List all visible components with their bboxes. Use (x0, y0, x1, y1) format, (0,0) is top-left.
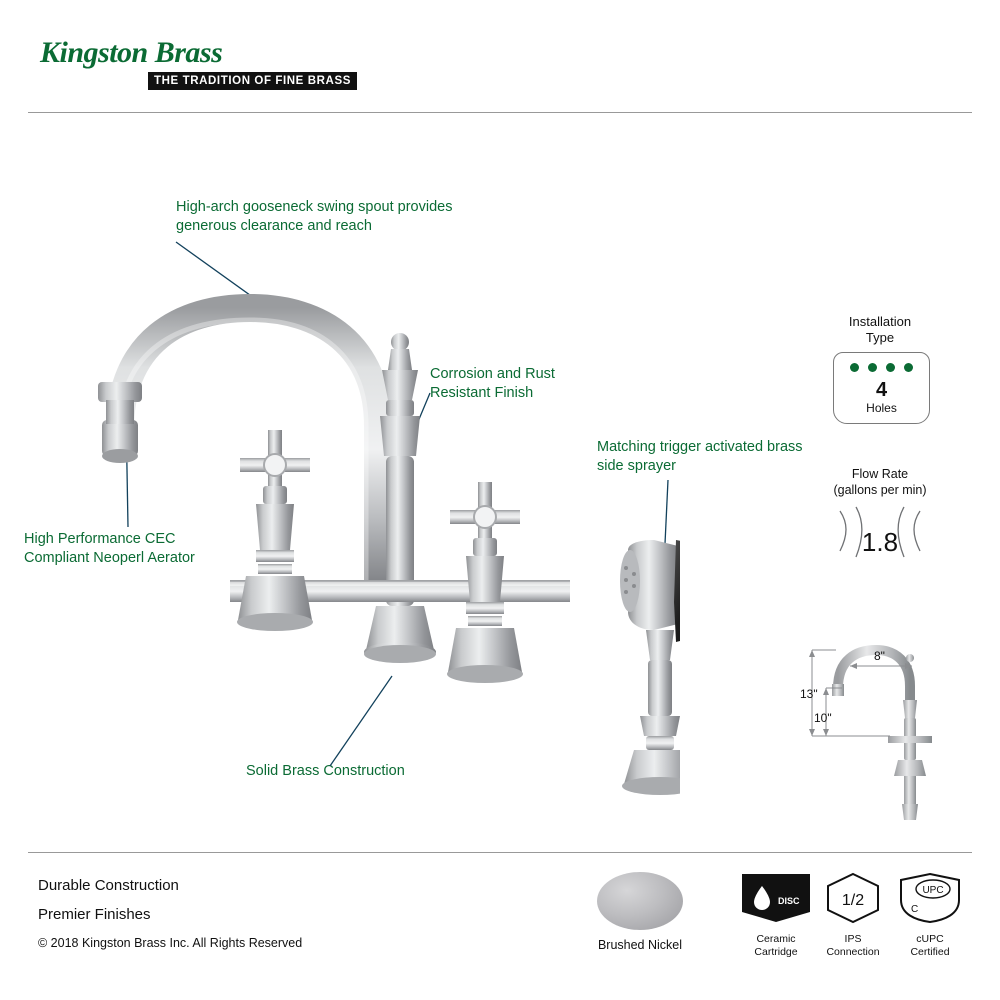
cert-upc-caption-1: cUPC (916, 933, 944, 946)
ips-hex-icon (824, 872, 882, 924)
finish-swatch-oval (597, 872, 683, 930)
cert-ips (820, 872, 886, 959)
hole-dots (834, 363, 929, 372)
installation-type-title-line1: Installation (848, 314, 912, 329)
footer-line-2: Premier Finishes (38, 905, 151, 923)
flow-rate-title-line2: (gallons per min) (833, 483, 927, 498)
hardisc-icon (740, 872, 812, 924)
cert-upc-caption-2: Certified (910, 946, 950, 959)
finish-label: Brushed Nickel (597, 938, 683, 952)
cert-upc (894, 872, 966, 959)
finish-swatch (596, 872, 684, 952)
flow-rate-title (812, 466, 948, 499)
brand-logo (40, 38, 420, 90)
faucet-illustration (60, 250, 680, 810)
copyright: © 2018 Kingston Brass Inc. All Rights Reserved (38, 936, 303, 950)
svg-text:DISC: DISC (778, 896, 800, 906)
installation-type-box (833, 352, 930, 424)
svg-text:UPC: UPC (922, 885, 944, 896)
cert-hardisc-caption-2: Cartridge (754, 946, 798, 959)
cert-ips-caption-1: IPS (844, 933, 862, 946)
callout-spout: High-arch gooseneck swing spout provides generous clearance and reach (176, 199, 453, 235)
callout-construction: Solid Brass Construction (246, 763, 405, 779)
brand-tagline: THE TRADITION OF FINE BRASS (148, 72, 357, 90)
hole-dot (868, 363, 877, 372)
upc-shield-icon (897, 872, 963, 924)
flow-rate-value: 1.8 (861, 527, 899, 557)
cert-ips-caption-2: Connection (826, 946, 880, 959)
hole-dot (886, 363, 895, 372)
brand-name: Kingston Brass (40, 36, 223, 69)
flow-rate-title-line1: Flow Rate (851, 467, 909, 481)
hole-dot (904, 363, 913, 372)
callout-sprayer: Matching trigger activated brass side sprayer (597, 439, 803, 475)
svg-text:C: C (911, 904, 919, 915)
dimension-drawing (790, 640, 970, 830)
footer-divider (28, 852, 972, 853)
installation-type-title (820, 314, 940, 347)
cert-hardisc (740, 872, 812, 959)
callout-aerator: High Performance CEC Compliant Neoperl Aerator (24, 531, 195, 567)
hole-count: 4 (875, 379, 888, 401)
hole-dot (850, 363, 859, 372)
installation-type-title-line2: Type (865, 330, 895, 346)
dimension-height-spout: 10" (814, 711, 832, 725)
footer-line-1: Durable Construction (38, 877, 179, 894)
cert-hardisc-caption-1: Ceramic (756, 933, 796, 946)
hole-label: Holes (866, 401, 897, 415)
dimension-reach: 8" (874, 649, 885, 663)
callout-finish: Corrosion and Rust Resistant Finish (430, 366, 555, 402)
footer-features (38, 872, 179, 929)
ips-size-label: 1/2 (841, 892, 865, 909)
header-divider (28, 112, 972, 113)
dimension-height-overall: 13" (800, 687, 818, 701)
